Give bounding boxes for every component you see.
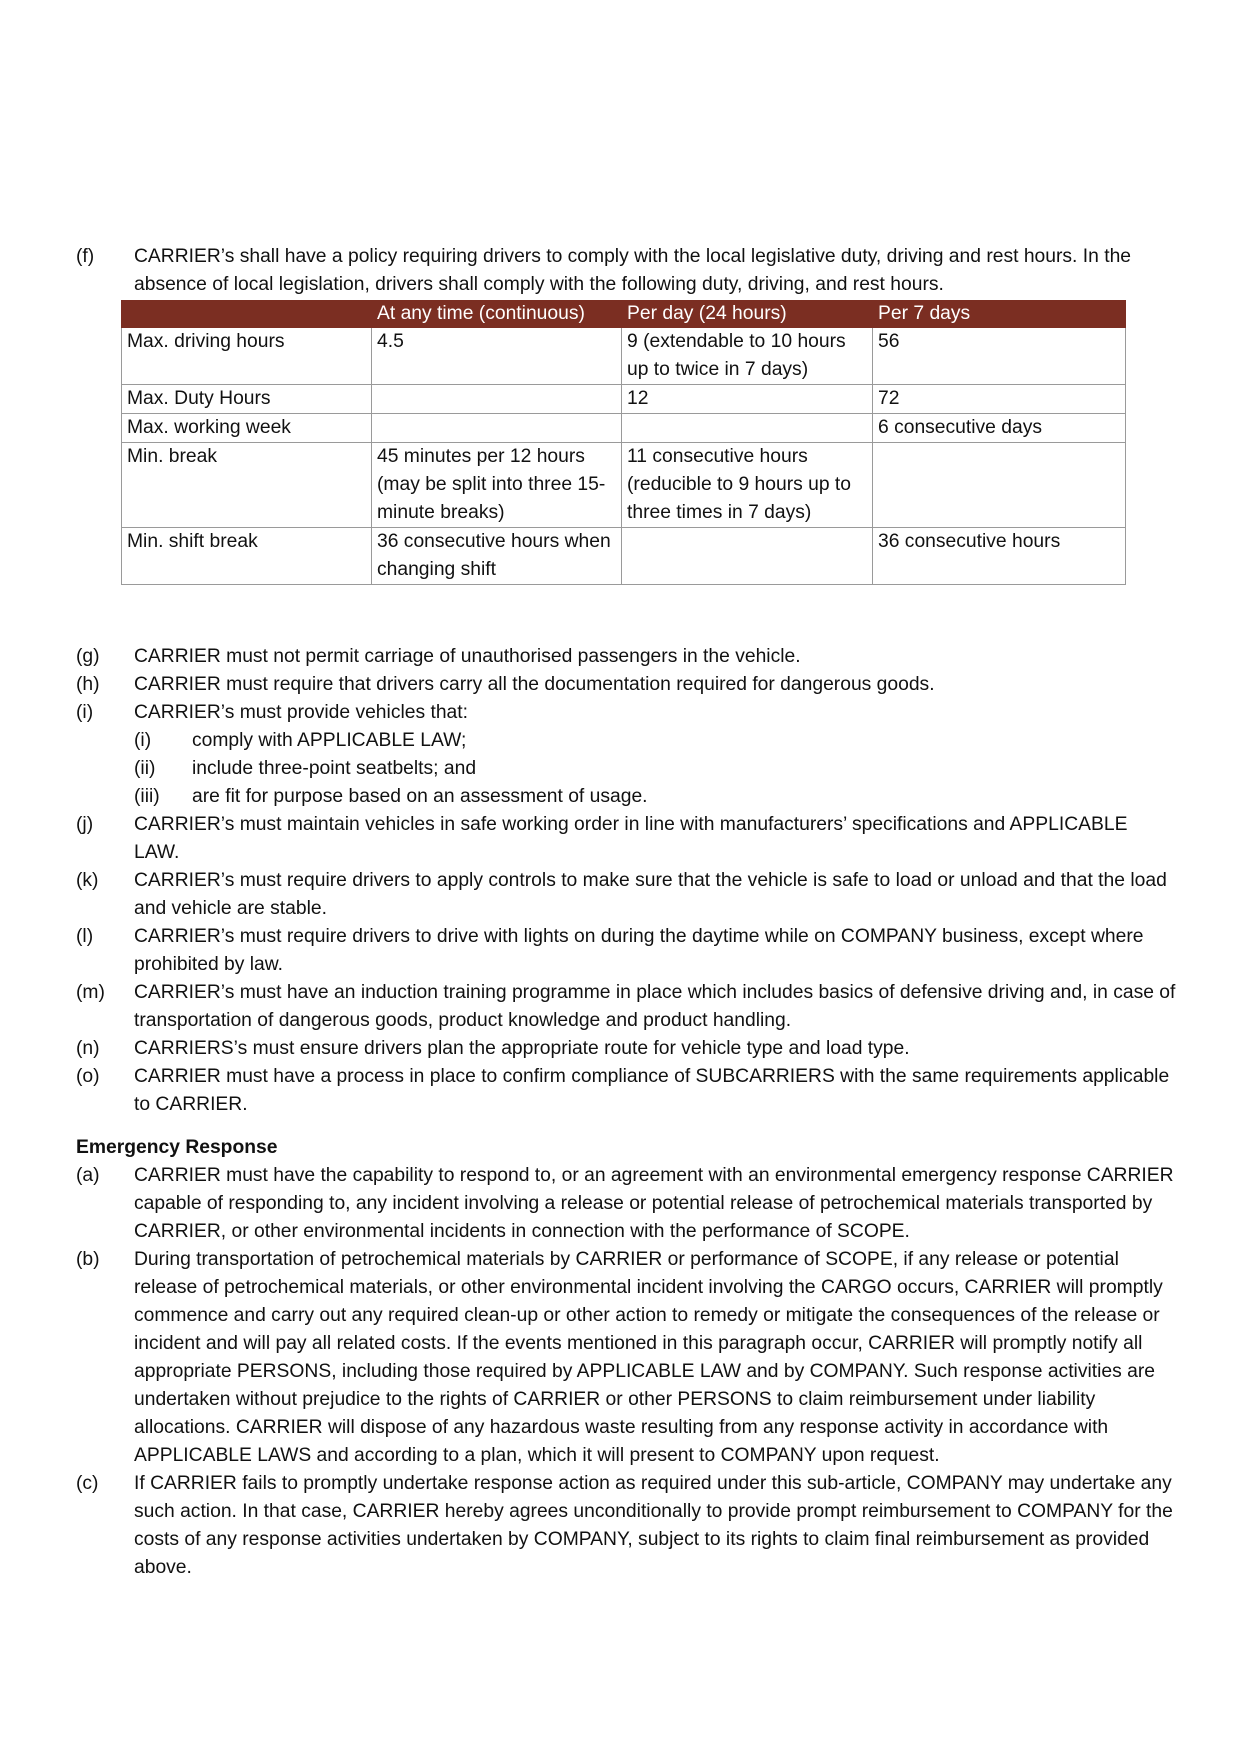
- table-cell: 6 consecutive days: [873, 414, 1126, 443]
- table-header-cell: At any time (continuous): [372, 301, 622, 328]
- item-text: CARRIER’s must maintain vehicles in safe working order in line with manufacturers’ specifications and APPLICABLE LAW.: [134, 814, 1128, 863]
- table-cell: 36 consecutive hours when changing shift: [372, 528, 622, 585]
- list-item-o: [76, 1063, 1176, 1119]
- table-cell: 9 (extendable to 10 hours up to twice in 7 days): [622, 328, 873, 385]
- table-cell: 4.5: [372, 328, 622, 385]
- sub-item-i: [76, 727, 1176, 755]
- table-cell: 72: [873, 385, 1126, 414]
- sub-item-text: include three-point seatbelts; and: [192, 758, 477, 779]
- sub-item-text: comply with APPLICABLE LAW;: [192, 730, 467, 751]
- item-label: (a): [76, 1165, 100, 1186]
- list-item-k: [76, 867, 1176, 923]
- list-item-f: [76, 243, 1176, 299]
- list-item-a: [76, 1162, 1176, 1246]
- list-item-g: [76, 643, 1176, 671]
- sub-item-label: (ii): [134, 758, 156, 779]
- item-text: CARRIER’s must require drivers to drive with lights on during the daytime while on COMPANY business, except where prohibited by law.: [134, 926, 1144, 975]
- sub-item-label: (i): [134, 730, 152, 751]
- item-label: (c): [76, 1473, 99, 1494]
- item-label: (l): [76, 926, 94, 947]
- item-label: (g): [76, 646, 100, 667]
- requirements-list: [76, 643, 1176, 1119]
- sub-item-iii: [76, 783, 1176, 811]
- table-cell: [622, 414, 873, 443]
- item-text: CARRIER must not permit carriage of unauthorised passengers in the vehicle.: [134, 646, 801, 667]
- table-row: [122, 414, 1126, 443]
- list-item-i: [76, 699, 1176, 727]
- item-text: If CARRIER fails to promptly undertake response action as required under this sub-article, COMPANY may undertake any such action. In that case, CARRIER hereby agrees unconditionally to provide prompt reimbursement to COMPANY for the costs of any response activities undertaken by COMPANY, subject to its rights to claim final reimbursement as provided above.: [134, 1473, 1173, 1578]
- emergency-response-section: [76, 1134, 1176, 1582]
- table-cell: 56: [873, 328, 1126, 385]
- list-item-l: [76, 923, 1176, 979]
- table-cell: 45 minutes per 12 hours (may be split into three 15-minute breaks): [372, 443, 622, 528]
- item-label: (j): [76, 814, 94, 835]
- sub-item-text: are fit for purpose based on an assessment of usage.: [192, 786, 648, 807]
- item-text: CARRIER’s must require drivers to apply controls to make sure that the vehicle is safe to load or unload and that the load and vehicle are stable.: [134, 870, 1167, 919]
- item-label: (f): [76, 246, 95, 267]
- table-row: [122, 385, 1126, 414]
- table-row: [122, 328, 1126, 385]
- table-row: [122, 443, 1126, 528]
- item-label: (b): [76, 1249, 100, 1270]
- item-label: (i): [76, 702, 94, 723]
- table-cell: 36 consecutive hours: [873, 528, 1126, 585]
- duty-hours-section: [76, 243, 1176, 585]
- table-header-cell: Per day (24 hours): [622, 301, 873, 328]
- table-cell: [873, 443, 1126, 528]
- item-label: (h): [76, 674, 100, 695]
- item-text: During transportation of petrochemical materials by CARRIER or performance of SCOPE, if any release or potential release of petrochemical materials, or other environmental incident involving the CARGO occurs, CARRIER will promptly commence and carry out any required clean-up or other action to remedy or mitigate the consequences of the release or incident and will pay all related costs. If the events mentioned in this paragraph occur, CARRIER will promptly notify all appropriate PERSONS, including those required by APPLICABLE LAW and by COMPANY. Such response activities are undertaken without prejudice to the rights of CARRIER or other PERSONS to claim reimbursement under liability allocations. CARRIER will dispose of any hazardous waste resulting from any response activity in accordance with APPLICABLE LAWS and according to a plan, which it will present to COMPANY upon request.: [134, 1249, 1163, 1466]
- item-text: CARRIER’s must have an induction training programme in place which includes basics of defensive driving and, in case of transportation of dangerous goods, product knowledge and product handling.: [134, 982, 1176, 1031]
- item-text: CARRIER’s shall have a policy requiring drivers to comply with the local legislative duty, driving and rest hours. In the absence of local legislation, drivers shall comply with the following duty, driving, and rest hours.: [134, 246, 1132, 295]
- item-label: (n): [76, 1038, 100, 1059]
- item-text: CARRIER must have a process in place to confirm compliance of SUBCARRIERS with the same requirements applicable to CARRIER.: [134, 1066, 1170, 1115]
- table-cell: [372, 414, 622, 443]
- table-cell: Min. shift break: [122, 528, 372, 585]
- section-title: Emergency Response: [76, 1137, 278, 1158]
- list-item-c: [76, 1470, 1176, 1582]
- list-item-j: [76, 811, 1176, 867]
- table-cell: 11 consecutive hours (reducible to 9 hours up to three times in 7 days): [622, 443, 873, 528]
- table-header-cell: Per 7 days: [873, 301, 1126, 328]
- table-cell: Max. working week: [122, 414, 372, 443]
- list-item-m: [76, 979, 1176, 1035]
- table-header-cell: [122, 301, 372, 328]
- item-label: (k): [76, 870, 99, 891]
- sub-item-label: (iii): [134, 786, 160, 807]
- sub-item-ii: [76, 755, 1176, 783]
- item-text: CARRIER must require that drivers carry all the documentation required for dangerous goods.: [134, 674, 935, 695]
- item-label: (o): [76, 1066, 100, 1087]
- list-item-n: [76, 1035, 1176, 1063]
- table-cell: Min. break: [122, 443, 372, 528]
- hours-table: [121, 300, 1126, 585]
- item-text: CARRIER’s must provide vehicles that:: [134, 702, 468, 723]
- table-cell: Max. driving hours: [122, 328, 372, 385]
- table-cell: [622, 528, 873, 585]
- table-header-row: [122, 301, 1126, 328]
- table-row: [122, 528, 1126, 585]
- table-cell: [372, 385, 622, 414]
- table-cell: Max. Duty Hours: [122, 385, 372, 414]
- list-item-b: [76, 1246, 1176, 1470]
- list-item-h: [76, 671, 1176, 699]
- item-text: CARRIERS’s must ensure drivers plan the appropriate route for vehicle type and load type.: [134, 1038, 910, 1059]
- table-cell: 12: [622, 385, 873, 414]
- item-text: CARRIER must have the capability to respond to, or an agreement with an environmental emergency response CARRIER capable of responding to, any incident involving a release or potential release of petrochemical materials transported by CARRIER, or other environmental incidents in connection with the performance of SCOPE.: [134, 1165, 1174, 1242]
- item-label: (m): [76, 982, 105, 1003]
